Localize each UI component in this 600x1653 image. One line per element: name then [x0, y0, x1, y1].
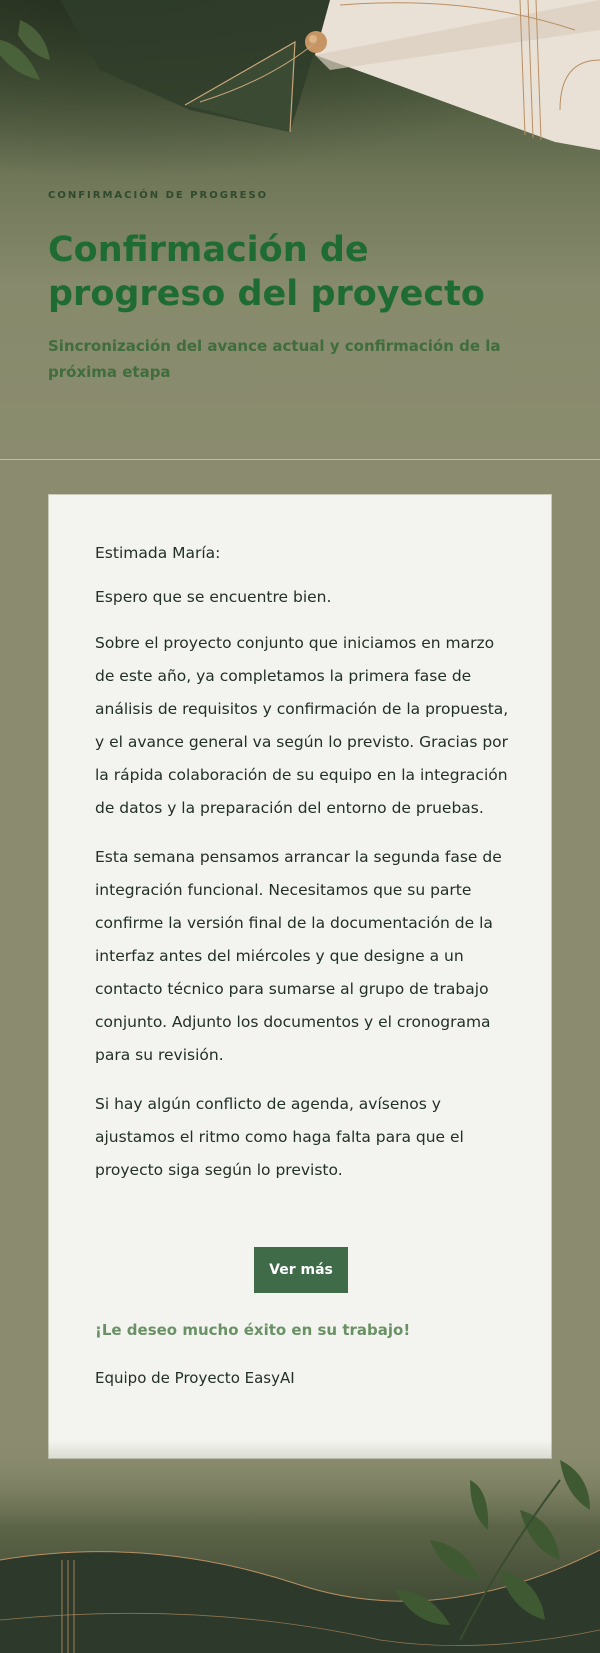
paragraph-2: Sobre el proyecto conjunto que iniciamos en marzo de este año, ya completamos la primera fase de análisis de requisitos y confirmación de la propuesta, y el avance general va según lo previsto. Gracias por la rápida colaboración de su equipo en la integración de datos y la preparación del entorno de pruebas.: [95, 634, 509, 817]
divider: [0, 459, 600, 460]
signature: Equipo de Proyecto EasyAI: [95, 1369, 295, 1387]
letter-body: [95, 541, 511, 1203]
paragraph-3: Esta semana pensamos arrancar la segunda fase de integración funcional. Necesitamos que su parte confirme la versión final de la documentación de la interfaz antes del miércoles y que designe a un contacto técnico para sumarse al grupo de trabajo conjunto. Adjunto los documentos y el cronograma para su revisión.: [95, 848, 502, 1064]
greeting: Estimada María:: [95, 544, 221, 562]
view-more-button[interactable]: Ver más: [254, 1247, 348, 1293]
letter-card: [48, 494, 552, 1459]
paragraph-4: Si hay algún conflicto de agenda, avísenos y ajustamos el ritmo como haga falta para que el proyecto siga según lo previsto.: [95, 1095, 464, 1179]
button-container: [49, 1247, 553, 1293]
closing-wish: ¡Le deseo mucho éxito en su trabajo!: [95, 1321, 411, 1339]
envelope-illustration-icon: [0, 0, 600, 150]
eyebrow-label: CONFIRMACIÓN DE PROGRESO: [48, 190, 269, 201]
page-title: Confirmación de progreso del proyecto: [48, 230, 485, 314]
paragraph-1: Espero que se encuentre bien.: [95, 588, 332, 606]
page-subtitle: Sincronización del avance actual y confirmación de la próxima etapa: [48, 337, 501, 381]
leaf-decoration-icon: [0, 1440, 600, 1653]
